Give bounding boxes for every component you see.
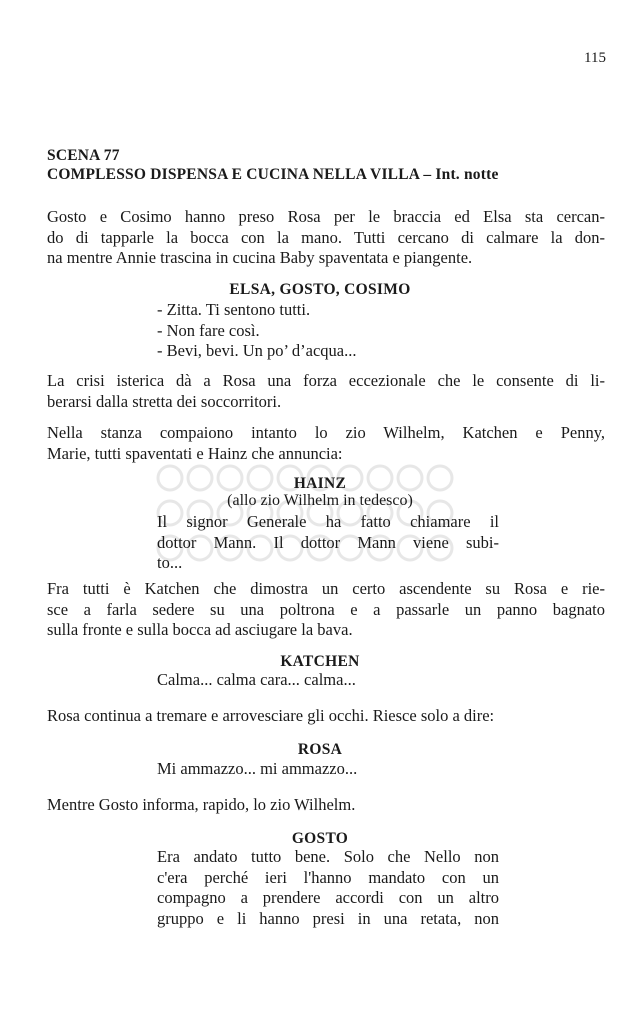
paragraph-line: berarsi dalla stretta dei soccorritori. bbox=[47, 391, 282, 411]
scene-location bbox=[47, 165, 499, 184]
paragraph-line: Nella stanza compaiono intanto lo zio Wilhelm, Katchen e Penny, bbox=[47, 423, 605, 442]
stage-direction: (allo zio Wilhelm in tedesco) bbox=[227, 492, 413, 509]
dialogue-line: Calma... calma cara... calma... bbox=[157, 670, 356, 689]
paragraph-line: do di tapparle la bocca con la mano. Tutti cercano di calmare la don- bbox=[47, 227, 605, 247]
dialogue-line: - Non fare così. bbox=[157, 321, 499, 342]
dialogue-block bbox=[157, 300, 499, 362]
action-paragraph-3 bbox=[47, 423, 605, 464]
dialogue-line: compagno a prendere accordi con un altro bbox=[157, 888, 499, 907]
speaker-name: HAINZ bbox=[293, 475, 347, 492]
paragraph-line: Fra tutti è Katchen che dimostra un certo ascendente su Rosa e rie- bbox=[47, 579, 605, 598]
scene-heading bbox=[47, 146, 499, 184]
speaker-name: ROSA bbox=[297, 741, 343, 758]
paragraph-line: La crisi isterica dà a Rosa una forza eccezionale che le consente di li- bbox=[47, 371, 605, 390]
speaker-name: ELSA, GOSTO, COSIMO bbox=[229, 281, 411, 298]
dialogue-block bbox=[157, 847, 499, 929]
scene-location-time: – Int. notte bbox=[419, 166, 499, 183]
speaker-name: GOSTO bbox=[291, 830, 349, 847]
dialogue-block bbox=[157, 670, 499, 691]
action-paragraph-1 bbox=[47, 207, 605, 269]
paragraph-line: Marie, tutti spaventati e Hainz che annuncia: bbox=[47, 443, 343, 463]
dialogue-line: c'era perché ieri l'hanno mandato con un bbox=[157, 867, 499, 887]
speaker-name: KATCHEN bbox=[280, 653, 360, 670]
scene-location-main: COMPLESSO DISPENSA E CUCINA NELLA VILLA bbox=[47, 166, 420, 183]
dialogue-block bbox=[157, 759, 499, 780]
action-paragraph-4 bbox=[47, 579, 605, 641]
action-paragraph-6 bbox=[47, 795, 605, 816]
dialogue-line: to... bbox=[157, 553, 183, 572]
paragraph-line: Mentre Gosto informa, rapido, lo zio Wilhelm. bbox=[47, 795, 356, 814]
dialogue-block bbox=[157, 512, 499, 574]
dialogue-line: Il signor Generale ha fatto chiamare il bbox=[157, 512, 499, 531]
dialogue-line: - Zitta. Ti sentono tutti. bbox=[157, 300, 499, 321]
dialogue-line: - Bevi, bevi. Un po’ d’acqua... bbox=[157, 341, 499, 362]
paragraph-line: Gosto e Cosimo hanno preso Rosa per le braccia ed Elsa sta cercan- bbox=[47, 207, 605, 226]
dialogue-line: Era andato tutto bene. Solo che Nello non bbox=[157, 847, 499, 866]
dialogue-line: gruppo e li hanno presi in una retata, non bbox=[157, 908, 499, 928]
page-number: 115 bbox=[584, 50, 606, 66]
action-paragraph-5 bbox=[47, 706, 605, 727]
dialogue-line: Mi ammazzo... mi ammazzo... bbox=[157, 759, 358, 778]
paragraph-line: Rosa continua a tremare e arrovesciare gli occhi. Riesce solo a dire: bbox=[47, 706, 495, 725]
scene-number: SCENA 77 bbox=[47, 147, 120, 164]
paragraph-line: sce a farla sedere su una poltrona e a passarle un panno bagnato bbox=[47, 599, 605, 619]
paragraph-line: na mentre Annie trascina in cucina Baby spaventata e piangente. bbox=[47, 248, 473, 267]
dialogue-line: dottor Mann. Il dottor Mann viene subi- bbox=[157, 532, 499, 552]
action-paragraph-2 bbox=[47, 371, 605, 412]
paragraph-line: sulla fronte e sulla bocca ad asciugare la bava. bbox=[47, 620, 353, 639]
